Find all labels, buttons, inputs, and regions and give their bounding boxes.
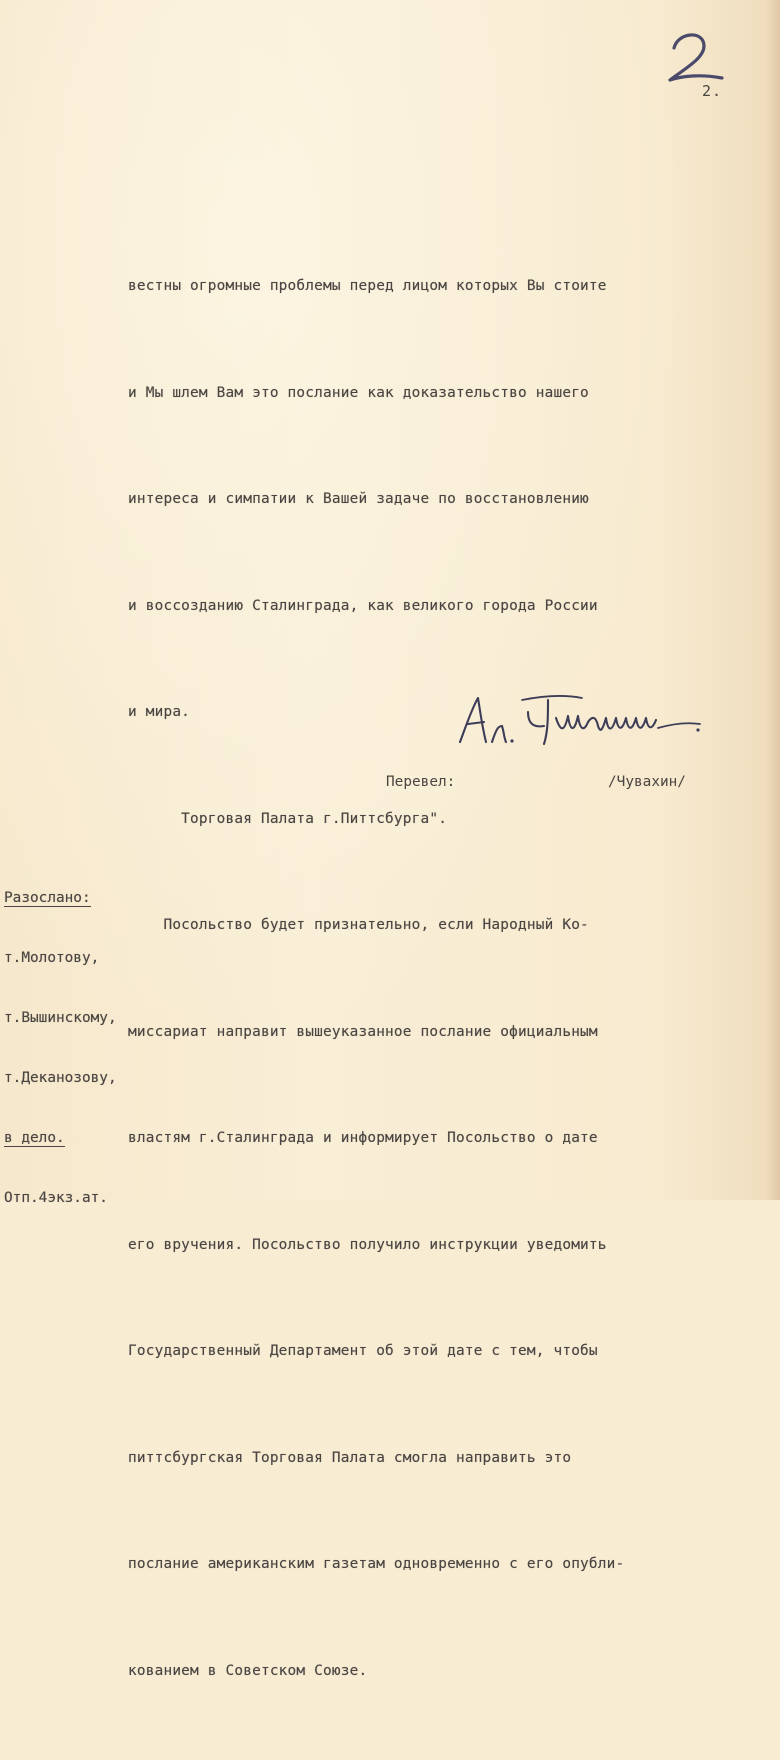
distribution-item-file: в дело. — [4, 1130, 65, 1146]
translator-line — [386, 774, 726, 838]
handwritten-signature — [452, 686, 712, 756]
body-line: и воссозданию Сталинграда, как великого города России — [128, 597, 598, 614]
distribution-item: т.Вышинскому, — [4, 1010, 117, 1026]
body-line: послание американским газетам одновременно с его опубли- — [128, 1556, 625, 1572]
distribution-item: т.Деканозову, — [4, 1070, 117, 1086]
handwritten-page-number — [660, 28, 730, 88]
copies-note: Отп.4экз.ат. — [4, 1190, 108, 1206]
body-line: питтсбургская Торговая Палата смогла направить это — [128, 1449, 572, 1466]
body-line: Посольство будет признательно, если Народный Ко- — [128, 917, 589, 933]
body-line: его вручения. Посольство получило инструкции уведомить — [128, 1236, 607, 1253]
distribution-list — [4, 848, 117, 1248]
body-line: Государственный Департамент об этой дате с тем, чтобы — [128, 1343, 598, 1359]
translator-name: /Чувахин/ — [608, 774, 686, 790]
body-line: вестны огромные проблемы перед лицом которых Вы стоите — [128, 278, 607, 294]
body-line: и Мы шлем Вам это послание как доказательство нашего — [128, 384, 589, 401]
distribution-header: Разослано: — [4, 890, 91, 906]
typed-page-number: 2. — [702, 82, 723, 100]
body-line: интереса и симпатии к Вашей задаче по восстановлению — [128, 491, 589, 507]
distribution-item: т.Молотову, — [4, 950, 100, 966]
paper-edge-shadow — [766, 0, 780, 1200]
body-line: и мира. — [128, 704, 191, 720]
body-line: кованием в Советском Союзе. — [128, 1662, 368, 1679]
body-line: властям г.Сталинграда и информирует Посольство о дате — [128, 1130, 598, 1146]
letter-body — [128, 198, 768, 1760]
body-line-chamber-signoff: Торговая Палата г.Питтсбурга". — [128, 810, 448, 827]
body-line: миссариат направит вышеуказанное послание официальным — [128, 1023, 598, 1040]
translator-label: Перевел: — [386, 774, 456, 790]
